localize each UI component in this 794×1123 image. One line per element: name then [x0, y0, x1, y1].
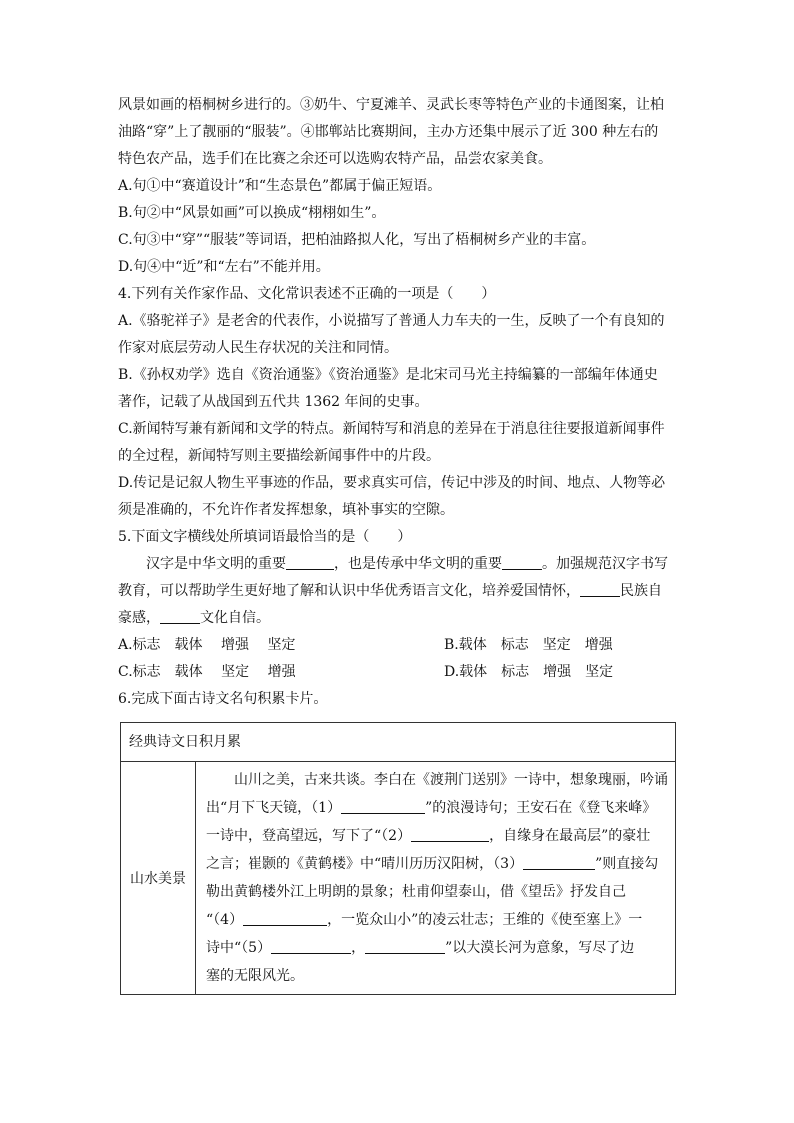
q4-stem: 4.下列有关作家作品、文化常识表述不正确的一项是（ ）	[118, 286, 496, 302]
q4-line: 著作，记载了从战国到五代共 1362 年间的史事。	[118, 394, 429, 410]
paragraph-line: 特色农产品，选手们在比赛之余还可以选购农特产品，品尝农家美食。	[118, 151, 552, 167]
card-line: 塞的无限风光。	[206, 968, 304, 984]
q3-option-c: C.句③中“穿”“服装”等词语，把柏油路拟人化，写出了梧桐树乡产业的丰富。	[118, 232, 596, 248]
q5-option-c: C.标志 载体 坚定 增强	[118, 664, 296, 680]
q4-line: D.传记是记叙人物生平事迹的作品，要求真实可信，传记中涉及的时间、地点、人物等必	[118, 475, 666, 491]
card-line: 山川之美，古来共谈。李白在《渡荆门送别》一诗中，想象瑰丽，吟诵	[234, 772, 668, 788]
answer-blank[interactable]	[502, 553, 542, 570]
q4-line: B.《孙权劝学》选自《资治通鉴》《资治通鉴》是北宋司马光主持编纂的一部编年体通史	[118, 367, 658, 383]
q5-text: 汉字是中华文明的重要	[146, 556, 286, 572]
q3-option-b: B.句②中“风景如画”可以换成“栩栩如生”。	[118, 205, 386, 221]
answer-blank[interactable]	[271, 937, 351, 954]
card-line	[206, 934, 669, 962]
q5-text: 豪感，	[118, 610, 160, 626]
answer-blank[interactable]	[243, 909, 327, 926]
q6-stem: 6.完成下面古诗文名句积累卡片。	[118, 691, 328, 707]
answer-blank[interactable]	[580, 580, 620, 597]
q5-option-d: D.载体 标志 增强 坚定	[444, 664, 614, 680]
card-text: 一诗中，登高望远，写下了“（2）	[206, 828, 412, 844]
q5-option-a: A.标志 载体 增强 坚定	[118, 637, 296, 653]
document-page	[118, 92, 678, 713]
card-text: 诗中“（5）	[206, 940, 272, 956]
card-text: ，	[351, 940, 366, 956]
card-body	[196, 762, 676, 995]
q5-text: 文化自信。	[200, 610, 270, 626]
card-title: 经典诗文日积月累	[121, 723, 676, 762]
card-text: ，一览众山小”的凌云壮志；王维的《使至塞上》一	[327, 912, 643, 928]
q5-options-row	[118, 659, 678, 686]
poetry-card-table	[120, 722, 676, 995]
q5-passage-line	[118, 551, 678, 578]
paragraph-line: 风景如画的梧桐树乡进行的。③奶牛、宁夏滩羊、灵武长枣等特色产业的卡通图案，让柏	[118, 97, 664, 113]
q4-line: C.新闻特写兼有新闻和文学的特点。新闻特写和消息的差异在于消息往往要报道新闻事件	[118, 421, 665, 437]
q4-line: 作家对底层劳动人民生存状况的关注和同情。	[118, 340, 398, 356]
card-text: ”的浪漫诗句；王安石在《登飞来峰》	[425, 800, 657, 816]
answer-blank[interactable]	[160, 607, 200, 624]
q3-option-a: A.句①中“赛道设计”和“生态景色”都属于偏正短语。	[118, 178, 442, 194]
card-text: 之言；崔颢的《黄鹤楼》中“晴川历历汉阳树，（3）	[206, 856, 524, 872]
answer-blank[interactable]	[286, 553, 334, 570]
q5-stem: 5.下面文字横线处所填词语最恰当的是（ ）	[118, 529, 412, 545]
answer-blank[interactable]	[411, 825, 489, 842]
q4-line: A.《骆驼祥子》是老舍的代表作，小说描写了普通人力车夫的一生，反映了一个有良知的	[118, 313, 665, 329]
q4-line: 须是准确的，不允许作者发挥想象，填补事实的空隙。	[118, 502, 454, 518]
card-line	[206, 822, 669, 850]
card-line	[206, 906, 669, 934]
answer-blank[interactable]	[365, 937, 445, 954]
card-text: “（4）	[206, 912, 244, 928]
paragraph-line: 油路“穿”上了靓丽的“服装”。④邯郸站比赛期间，主办方还集中展示了近 300 种左右的	[118, 124, 659, 140]
card-text: ”则直接勾	[595, 856, 659, 872]
q5-text: ，也是传承中华文明的重要	[334, 556, 502, 572]
q5-text: 民族自	[620, 583, 662, 599]
card-line: 勒出黄鹤楼外江上明朗的景象；杜甫仰望泰山，借《望岳》抒发自己	[206, 884, 626, 900]
q4-line: 的全过程，新闻特写则主要描绘新闻事件中的片段。	[118, 448, 440, 464]
q5-passage-line	[118, 578, 678, 605]
q5-option-b: B.载体 标志 坚定 增强	[444, 637, 613, 653]
answer-blank[interactable]	[341, 797, 425, 814]
q5-text: 教育，可以帮助学生更好地了解和认识中华优秀语言文化，培养爱国情怀，	[118, 583, 580, 599]
q5-text: 。加强规范汉字书写	[542, 556, 668, 572]
q5-passage-line	[118, 605, 678, 632]
answer-blank[interactable]	[523, 853, 595, 870]
card-line	[206, 794, 669, 822]
row-label: 山水美景	[121, 762, 196, 995]
q3-option-d: D.句④中“近”和“左右”不能并用。	[118, 259, 330, 275]
card-line	[206, 850, 669, 878]
card-text: 出“月下飞天镜，（1）	[206, 800, 342, 816]
q5-options-row	[118, 632, 678, 659]
card-text: ，自缘身在最高层”的豪壮	[489, 828, 651, 844]
card-text: ”以大漠长河为意象，写尽了边	[445, 940, 635, 956]
